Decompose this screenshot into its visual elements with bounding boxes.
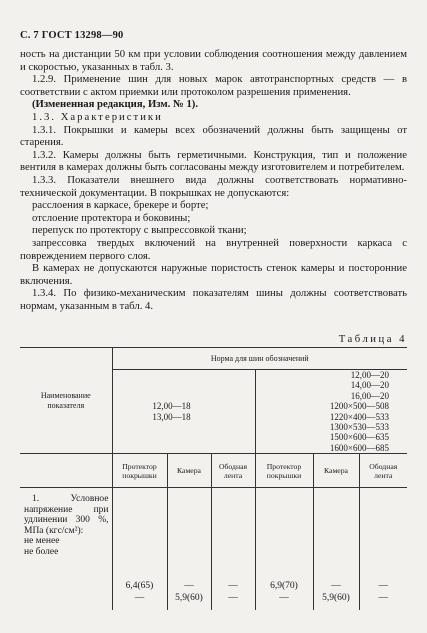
page-header: С. 7 ГОСТ 13298—90 (20, 30, 124, 41)
list-item: отслоение протектора и боковины; (32, 211, 191, 224)
amendment-note: (Измененная редакция, Изм. № 1). (32, 98, 199, 111)
subheader-flap: Ободная лента (359, 454, 407, 488)
paragraph-cameras: В камерах не допускаются наружные пористость стенок камеры и посторонние включения. (20, 262, 407, 287)
max-label: не более (24, 546, 59, 557)
min-value: 6,9(70) (270, 580, 298, 591)
max-value: — (134, 592, 145, 603)
min-label: не менее (24, 536, 60, 547)
subheader-tube: Камера (167, 454, 211, 488)
paragraph-1-3-3: 1.3.3. Показатели внешнего вида должны соответствовать нормативно-технической документации. В покрышках не допускаются: (20, 173, 407, 199)
paragraph-1-2-9: 1.2.9. Применение шин для новых марок автотранспортных средств — в соответствии с актом приемки или протоколом разрешения применения. (20, 73, 407, 98)
subheader-tread: Протектор покрышки (112, 454, 167, 488)
value-cell (255, 488, 313, 610)
subheader-empty (20, 454, 112, 488)
list-item: расслоения в каркасе, брекере и борте; (32, 199, 209, 212)
subheader-tube: Камера (313, 454, 359, 488)
max-value: — (378, 592, 388, 603)
sizes-group-right: 12,00—20 14,00—20 16,00—20 1200×500—508 1220×400—533 1300×530—533 1500×600—635 1600×600—685 (255, 370, 407, 454)
min-value: 6,4(65) (125, 580, 154, 591)
min-value: — (331, 580, 341, 591)
max-value: — (279, 592, 289, 603)
section-heading: 1.3. Характеристики (32, 110, 163, 123)
max-value: — (228, 592, 238, 603)
indicator-cell (20, 488, 112, 610)
paragraph-1-3-1: 1.3.1. Покрышки и камеры всех обозначений должны быть защищены от старения. (20, 123, 407, 149)
sizes-group-left: 12,00—18 13,00—18 (112, 370, 255, 454)
document-body (20, 48, 407, 312)
max-value: 5,9(60) (322, 592, 350, 603)
value-cell (313, 488, 359, 610)
subheader-flap: Ободная лента (211, 454, 255, 488)
max-value: 5,9(60) (175, 592, 203, 603)
indicator-label: 1. Условное напряжение при удлинении 300 %, МПа (кгс/см²): (24, 494, 109, 536)
value-cell (359, 488, 407, 610)
min-value: — (378, 580, 388, 591)
norm-header: Норма для шин обозначений (112, 348, 407, 370)
paragraph: ность на дистанции 50 км при условии соблюдения соотношения между давлением и скоростью, указанных в табл. 3. (20, 48, 407, 73)
list-item: перепуск по протектору с выпрессовкой ткани; (32, 224, 247, 237)
value-cell (167, 488, 211, 610)
value-cell (112, 488, 167, 610)
min-value: — (228, 580, 238, 591)
indicator-column-header: Наименование показателя (20, 348, 112, 454)
table-caption: Таблица 4 (338, 333, 407, 345)
list-item: запрессовка твердых включений на внутренней поверхности каркаса с повреждением первого слоя. (20, 236, 407, 262)
paragraph-1-3-2: 1.3.2. Камеры должны быть герметичными. Конструкция, тип и положение вентиля в камерах должны быть согласованы между изготовителем и потребителем. (20, 148, 407, 174)
min-value: — (184, 580, 194, 591)
paragraph-1-3-4: 1.3.4. По физико-механическим показателям шины должны соответствовать нормам, указанным в табл. 4. (20, 287, 407, 312)
subheader-tread: Протектор покрышки (255, 454, 313, 488)
value-cell (211, 488, 255, 610)
norms-table (20, 347, 407, 610)
